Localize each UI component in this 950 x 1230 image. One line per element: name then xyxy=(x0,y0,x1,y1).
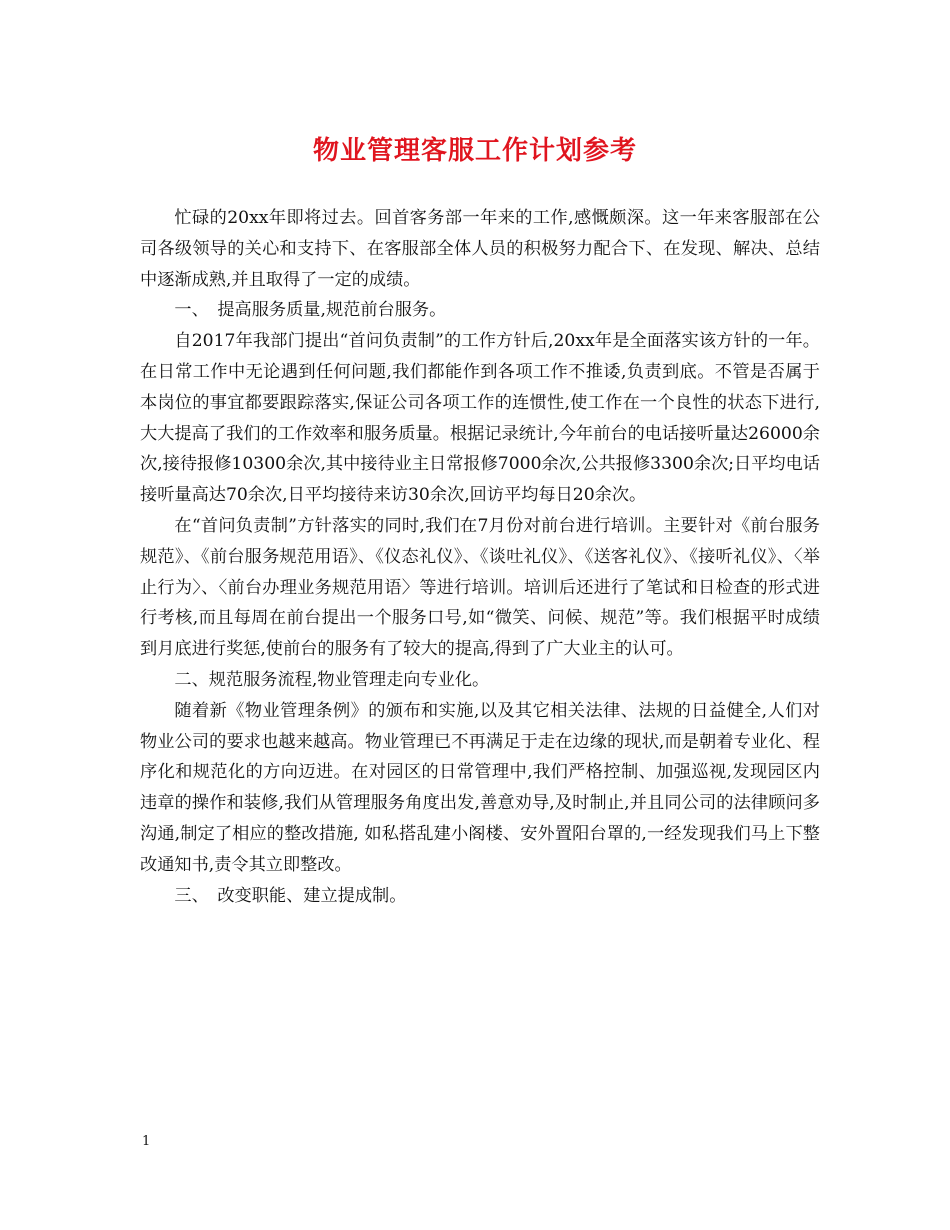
section-heading-3: 三、 改变职能、建立提成制。 xyxy=(174,885,407,906)
paragraph-training: 在“首问负责制”方针落实的同时,我们在7月份对前台进行培训。主要针对《前台服务规范》、《前台服务规范用语》、《仪态礼仪》、《谈吐礼仪》、《送客礼仪》、《接听礼仪》、〈举止行为〉、〈前台办理业务规范用语〉等进行培训。培训后还进行了笔试和日检查的形式进行考核,而且每周在前台提出一个服务口号,如“微笑、问候、规范”等。我们根据平时成绩到月底进行奖惩,使前台的服务有了较大的提高,得到了广大业主的认可。 xyxy=(140,515,820,660)
paragraph-service-quality: 自2017年我部门提出“首问负责制”的工作方针后,20xx年是全面落实该方针的一年。在日常工作中无论遇到任何问题,我们都能作到各项工作不推诿,负责到底。不管是否属于本岗位的事宜都要跟踪落实,保证公司各项工作的连惯性,使工作在一个良性的状态下进行,大大提高了我们的工作效率和服务质量。根据记录统计,今年前台的电话接听量达26000余次,接待报修10300余次,其中接待业主日常报修7000余次,公共报修3300余次;日平均电话接听量高达70余次,日平均接待来访30余次,回访平均每日20余次。 xyxy=(140,331,820,506)
paragraph-service-process: 随着新《物业管理条例》的颁布和实施,以及其它相关法律、法规的日益健全,人们对物业公司的要求也越来越高。物业管理已不再满足于走在边缘的现状,而是朝着专业化、程序化和规范化的方向迈进。在对园区的日常管理中,我们严格控制、加强巡视,发现园区内违章的操作和装修,我们从管理服务角度出发,善意劝导,及时制止,并且同公司的法律顾问多沟通,制定了相应的整改措施, 如私搭乱建小阁楼、安外置阳台罩的,一经发现我们马上下整改通知书,责令其立即整改。 xyxy=(140,700,820,875)
page-number: 1 xyxy=(142,1134,151,1149)
document-body xyxy=(140,203,820,911)
document-title: 物业管理客服工作计划参考 xyxy=(312,136,637,166)
section-heading-2: 二、规范服务流程,物业管理走向专业化。 xyxy=(174,669,490,690)
paragraph-intro: 忙碌的20xx年即将过去。回首客务部一年来的工作,感慨颇深。这一年来客服部在公司各级领导的关心和支持下、在客服部全体人员的积极努力配合下、在发现、解决、总结中逐渐成熟,并且取得了一定的成绩。 xyxy=(140,208,820,290)
section-heading-1: 一、 提高服务质量,规范前台服务。 xyxy=(174,300,447,321)
